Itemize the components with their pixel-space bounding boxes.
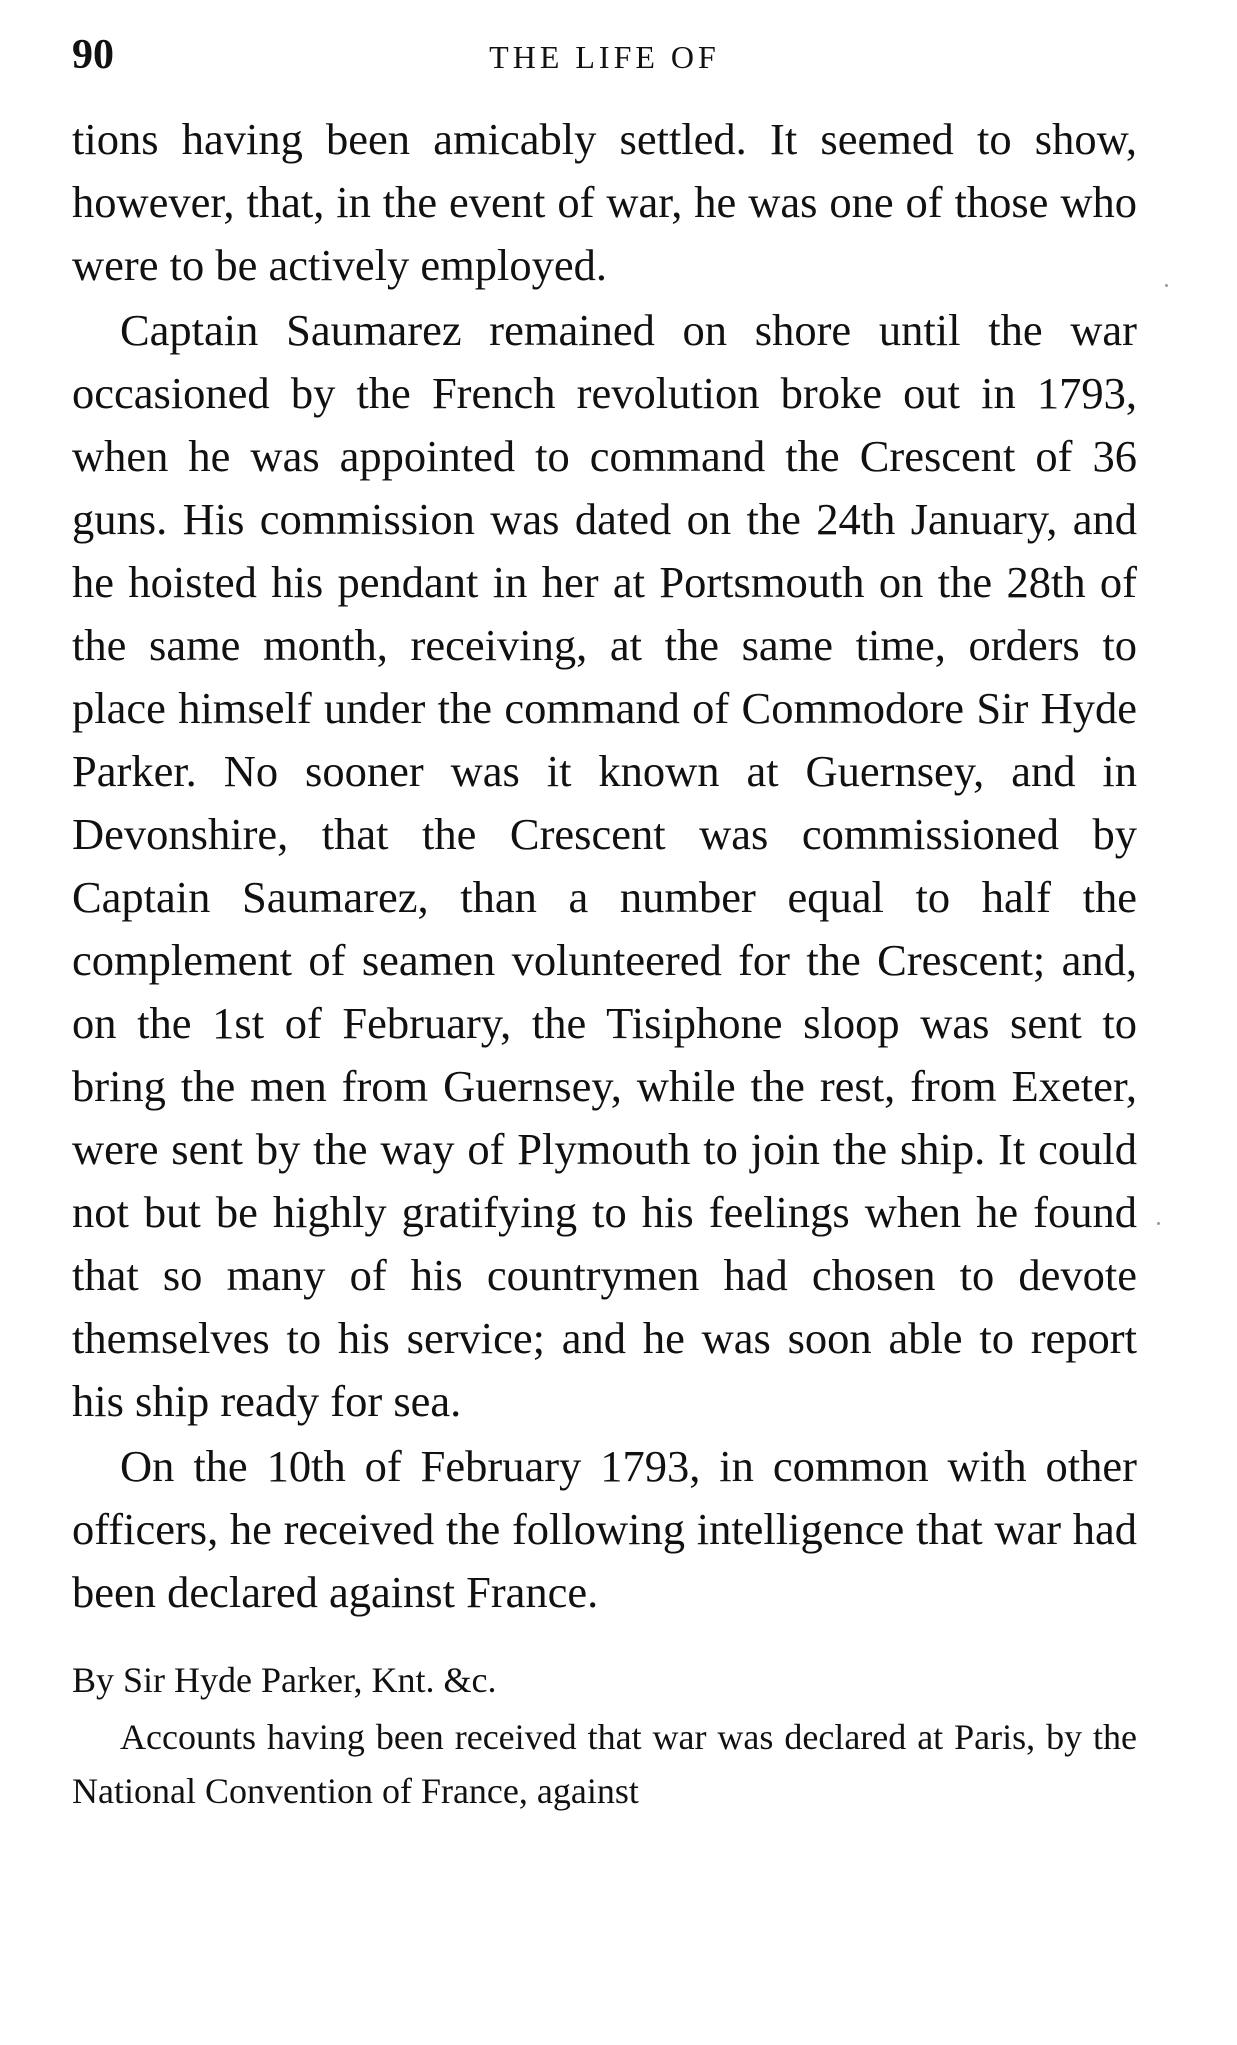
- quoted-order: [72, 1654, 1137, 1818]
- paragraph-continuation: tions having been amicably settled. It seemed to show, however, that, in the event of war, he was one of those who were to be actively employed.: [72, 114, 1137, 290]
- paper-speck: [1165, 284, 1168, 287]
- running-head: [72, 30, 1137, 80]
- paragraph-war-intelligence: On the 10th of February 1793, in common with other officers, he received the following intelligence that war had been declared against France.: [72, 1441, 1137, 1617]
- order-text: Accounts having been received that war was declared at Paris, by the National Convention of France, against: [72, 1717, 1137, 1811]
- order-attribution: By Sir Hyde Parker, Knt. &c.: [72, 1660, 497, 1700]
- running-title: THE LIFE OF: [489, 39, 720, 75]
- paper-speck: [1157, 1222, 1160, 1225]
- page-number: 90: [72, 32, 114, 78]
- body-text: [72, 108, 1137, 1818]
- paragraph-crescent-commission: Captain Saumarez remained on shore until the war occasioned by the French revolution broke out in 1793, when he was appointed to command the Crescent of 36 guns. His commission was dated on the 24th January, and he hoisted his pendant in her at Portsmouth on the 28th of the same month, receiving, at the same time, orders to place himself under the command of Commodore Sir Hyde Parker. No sooner was it known at Guernsey, and in Devonshire, that the Crescent was commissioned by Captain Saumarez, than a number equal to half the complement of seamen volunteered for the Crescent; and, on the 1st of February, the Tisiphone sloop was sent to bring the men from Guernsey, while the rest, from Exeter, were sent by the way of Plymouth to join the ship. It could not but be highly gratifying to his feelings when he found that so many of his countrymen had chosen to devote themselves to his service; and he was soon able to report his ship ready for sea.: [72, 305, 1137, 1426]
